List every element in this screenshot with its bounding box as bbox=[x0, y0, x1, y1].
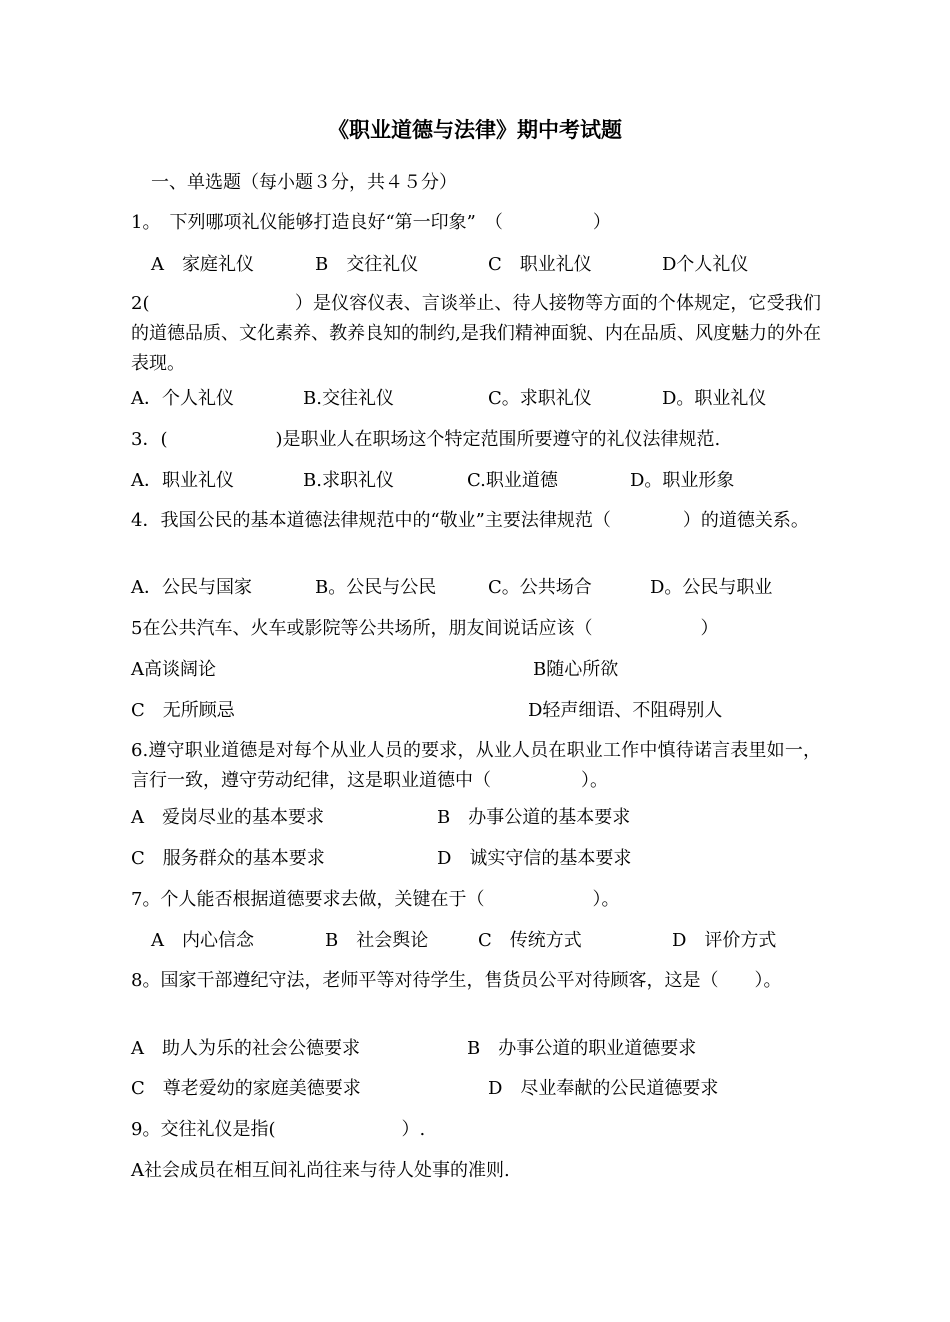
question-stem: 3．( )是职业人在职场这个特定范围所要遵守的礼仪法律规范. bbox=[131, 429, 721, 450]
option-c: C。求职礼仪 bbox=[488, 388, 592, 409]
option-d: D。公民与职业 bbox=[650, 577, 773, 598]
option-c: C 尊老爱幼的家庭美德要求 bbox=[131, 1078, 361, 1099]
option-b: B.交往礼仪 bbox=[303, 388, 394, 409]
option-b: B 社会舆论 bbox=[325, 930, 429, 951]
option-d: D。职业形象 bbox=[630, 470, 735, 491]
option-a: A社会成员在相互间礼尚往来与待人处事的准则. bbox=[131, 1160, 510, 1181]
option-c: C 服务群众的基本要求 bbox=[131, 848, 325, 869]
option-a: A 助人为乐的社会公德要求 bbox=[131, 1038, 360, 1059]
option-a: A高谈阔论 bbox=[131, 659, 216, 680]
option-d: D 尽业奉献的公民道德要求 bbox=[488, 1078, 719, 1099]
question-stem: 6.遵守职业道德是对每个从业人员的要求，从业人员在职业工作中慎待诺言表里如一，言行一致，遵守劳动纪律，这是职业道德中（ ）。 bbox=[131, 740, 821, 791]
option-b: B随心所欲 bbox=[533, 659, 619, 680]
option-a: A．职业礼仪 bbox=[131, 470, 234, 491]
question-stem: 5在公共汽车、火车或影院等公共场所，朋友间说话应该（ ） bbox=[131, 618, 719, 639]
option-c: C 无所顾忌 bbox=[131, 700, 235, 721]
option-a: A 内心信念 bbox=[151, 930, 254, 951]
option-b: B.求职礼仪 bbox=[303, 470, 394, 491]
option-d: D 诚实守信的基本要求 bbox=[437, 848, 632, 869]
question-stem: 1。 下列哪项礼仪能够打造良好“第一印象” （ ） bbox=[131, 212, 611, 233]
option-b: B 交往礼仪 bbox=[315, 254, 419, 275]
question-stem: 2( ）是仪容仪表、言谈举止、待人接物等方面的个体规定，它受我们的道德品质、文化素养、教养良知的制约,是我们精神面貌、内在品质、风度魅力的外在表现。 bbox=[131, 293, 821, 374]
question-stem: 7。个人能否根据道德要求去做，关键在于（ ）。 bbox=[131, 889, 620, 910]
exam-title: 《职业道德与法律》期中考试题 bbox=[328, 118, 622, 142]
option-c: C 职业礼仪 bbox=[488, 254, 592, 275]
option-a: A．个人礼仪 bbox=[131, 388, 234, 409]
question-stem: 8。国家干部遵纪守法，老师平等对待学生，售货员公平对待顾客，这是（ ）。 bbox=[131, 970, 782, 991]
option-a: A．公民与国家 bbox=[131, 577, 252, 598]
option-b: B 办事公道的基本要求 bbox=[437, 807, 631, 828]
option-d: D个人礼仪 bbox=[662, 254, 749, 275]
option-a: A 爱岗尽业的基本要求 bbox=[131, 807, 324, 828]
option-c: C 传统方式 bbox=[478, 930, 582, 951]
option-d: D。职业礼仪 bbox=[662, 388, 767, 409]
option-a: A 家庭礼仪 bbox=[151, 254, 254, 275]
option-d: D轻声细语、不阻碍别人 bbox=[528, 700, 723, 721]
section-heading: 一、单选题（每小题３分，共４５分） bbox=[151, 172, 457, 193]
question-stem: 9。交往礼仪是指( ）. bbox=[131, 1119, 426, 1140]
option-b: B。公民与公民 bbox=[315, 577, 437, 598]
question-stem: 4．我国公民的基本道德法律规范中的“敬业”主要法律规范（ ）的道德关系。 bbox=[131, 510, 809, 531]
option-b: B 办事公道的职业道德要求 bbox=[467, 1038, 697, 1059]
option-d: D 评价方式 bbox=[672, 930, 777, 951]
option-c: C.职业道德 bbox=[467, 470, 558, 491]
option-c: C。公共场合 bbox=[488, 577, 592, 598]
